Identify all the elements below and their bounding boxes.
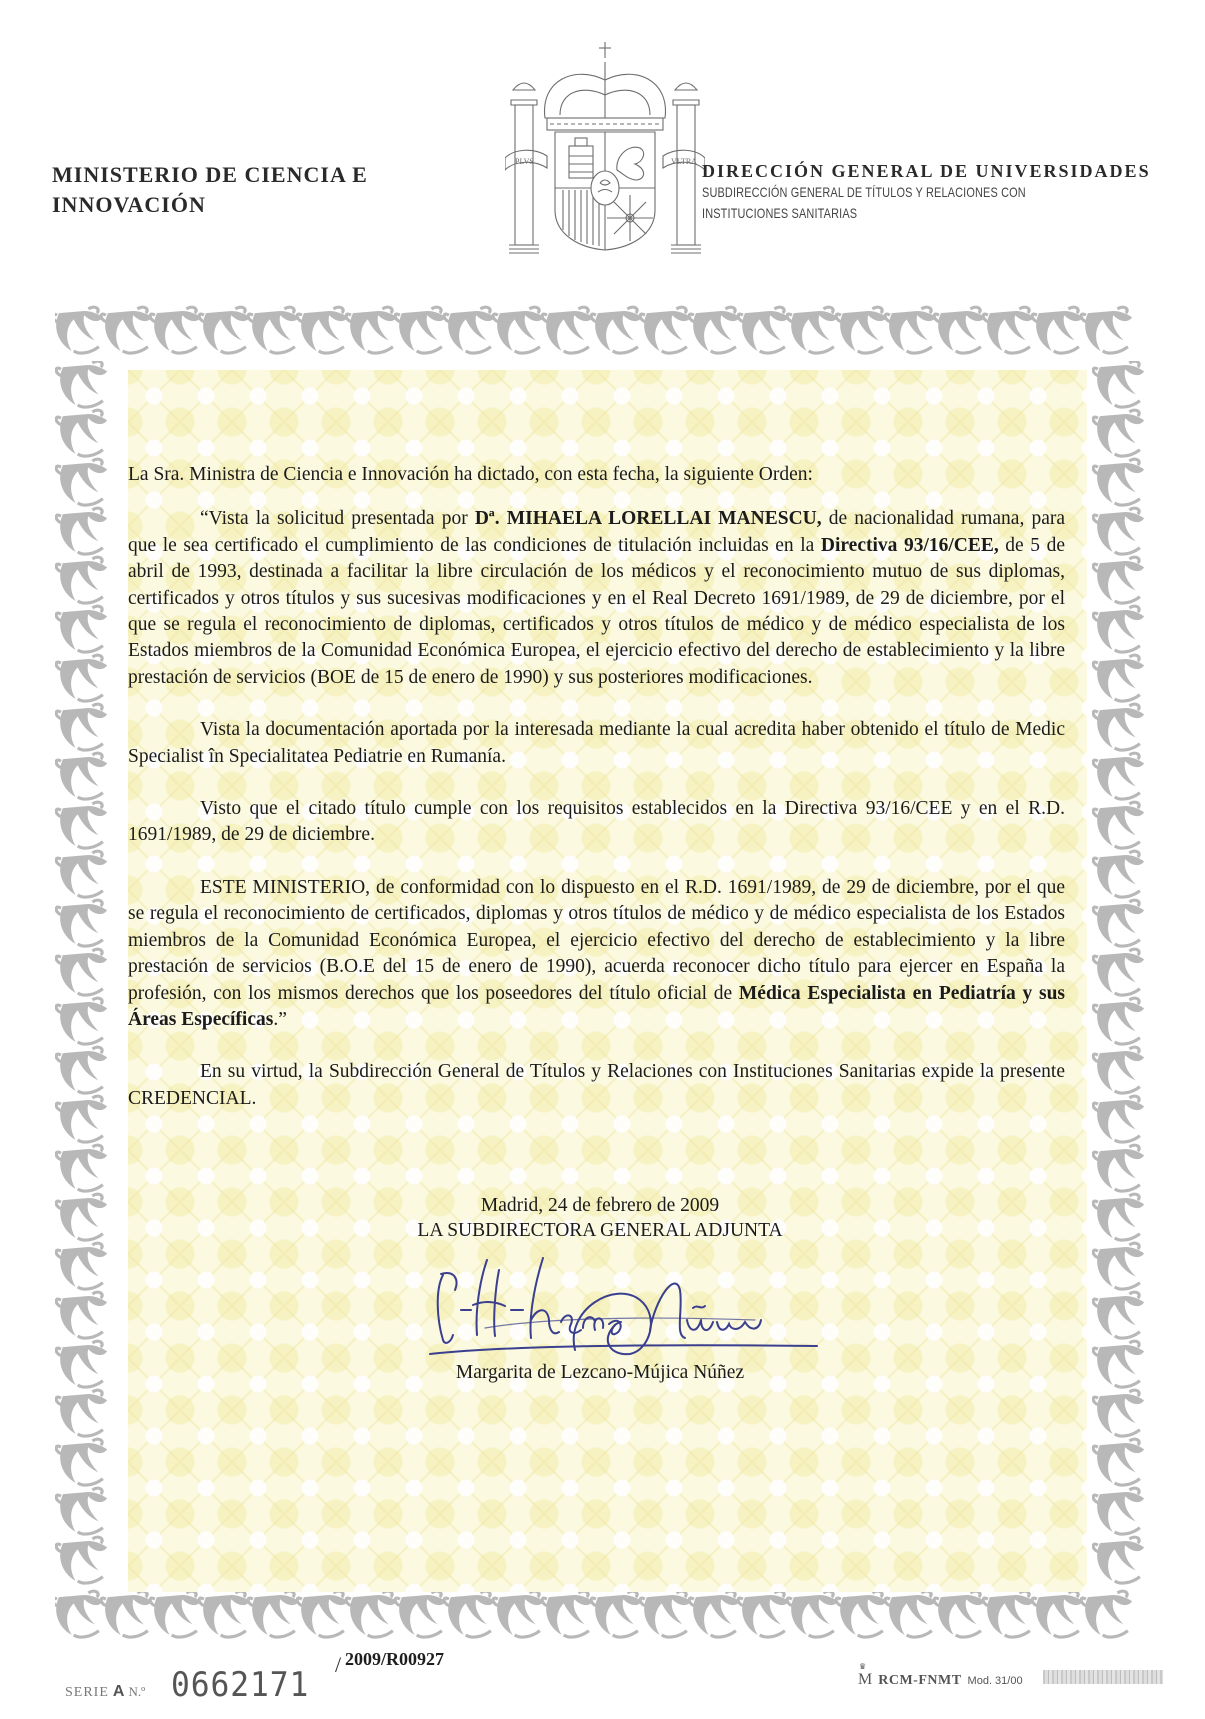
- acanthus-leaf-icon: [1093, 1047, 1144, 1093]
- acanthus-leaf-icon: [199, 307, 250, 353]
- acanthus-leaf-icon: [101, 307, 152, 353]
- acanthus-leaf-icon: [346, 307, 397, 353]
- acanthus-leaf-icon: [1093, 1537, 1144, 1583]
- acanthus-leaf-icon: [1093, 655, 1144, 701]
- acanthus-leaf-icon: [1093, 802, 1144, 848]
- acanthus-leaf-icon: [1093, 851, 1144, 897]
- acanthus-leaf-icon: [493, 1591, 544, 1637]
- acanthus-leaf-icon: [56, 557, 107, 603]
- acanthus-leaf-icon: [56, 508, 107, 554]
- acanthus-leaf-icon: [1093, 1390, 1144, 1436]
- acanthus-leaf-icon: [1093, 1292, 1144, 1338]
- serie-label: SERIE: [65, 1685, 109, 1700]
- acanthus-leaf-icon: [56, 1341, 107, 1387]
- acanthus-leaf-icon: [297, 1591, 348, 1637]
- acanthus-leaf-icon: [885, 307, 936, 353]
- text-run: .”: [273, 1008, 287, 1030]
- acanthus-leaf-icon: [983, 307, 1034, 353]
- acanthus-leaf-icon: [738, 1591, 789, 1637]
- acanthus-leaf-icon: [56, 1243, 107, 1289]
- ministry-name-line-2: INNOVACIÓN: [52, 192, 206, 217]
- serial-number: 0662171: [171, 1665, 310, 1705]
- acanthus-leaf-icon: [55, 1591, 103, 1637]
- acanthus-leaf-icon: [199, 1591, 250, 1637]
- text-run: de nacionalidad rumana, para que le sea certificado el cumplimiento de las condiciones de titulación incluidas en la: [128, 508, 1065, 556]
- acanthus-leaf-icon: [395, 1591, 446, 1637]
- number-label: N.º: [128, 1684, 146, 1699]
- text-run: ESTE MINISTERIO, de conformidad con lo dispuesto en el R.D. 1691/1989, de 29 de diciembre, por el que se regula el reconocimiento de certificados, diplomas y otros títulos de médico y de médico especialista de los Estados miembros de la Comunidad Económica Europea, el ejercicio efectivo del derecho de establecimiento y la libre prestación de servicios (B.O.E del 15 de enero de 1990), acuerda reconocer dicho título para ejercer en España la profesión, con los mismos derechos que los poseedores del título oficial de: [128, 876, 1065, 1004]
- acanthus-leaf-icon: [56, 1292, 107, 1338]
- acanthus-leaf-icon: [1032, 1591, 1083, 1637]
- acanthus-leaf-icon: [56, 900, 107, 946]
- acanthus-leaf-icon: [56, 1439, 107, 1485]
- acanthus-leaf-icon: [591, 307, 642, 353]
- order-intro: La Sra. Ministra de Ciencia e Innovación ha dictado, con esta fecha, la siguiente Orden:: [128, 464, 813, 485]
- place-date: Madrid, 24 de febrero de 2009: [480, 1195, 720, 1216]
- border-ornament-right: [1092, 361, 1150, 1587]
- paragraph-application: [128, 506, 1065, 691]
- acanthus-leaf-icon: [1093, 900, 1144, 946]
- acanthus-leaf-icon: [1093, 1194, 1144, 1240]
- file-number-slash: /: [335, 1652, 342, 1677]
- acanthus-leaf-icon: [248, 307, 299, 353]
- acanthus-leaf-icon: [1093, 704, 1144, 750]
- issuer-name: RCM-FNMT: [878, 1673, 962, 1688]
- ministry-name: [52, 160, 368, 220]
- paragraph-issuance: En su virtud, la Subdirección General de Títulos y Relaciones con Instituciones Sanitarias expide la presente CREDENCIAL.: [128, 1061, 1065, 1109]
- acanthus-leaf-icon: [934, 1591, 985, 1637]
- paragraph-resolution: [128, 875, 1065, 1033]
- acanthus-leaf-icon: [787, 307, 838, 353]
- acanthus-leaf-icon: [1081, 307, 1132, 353]
- acanthus-leaf-icon: [689, 307, 740, 353]
- acanthus-leaf-icon: [56, 655, 107, 701]
- recognized-title: Médica Especialista en Pediatría y sus Áreas Específicas: [128, 982, 1066, 1030]
- motto-ultra: VLTRA: [671, 157, 697, 166]
- acanthus-leaf-icon: [836, 1591, 887, 1637]
- file-number: 2009/R00927: [345, 1649, 444, 1669]
- acanthus-leaf-icon: [1093, 1341, 1144, 1387]
- acanthus-leaf-icon: [56, 410, 107, 456]
- acanthus-leaf-icon: [1093, 1145, 1144, 1191]
- acanthus-leaf-icon: [55, 307, 103, 353]
- signature-block: [330, 1193, 870, 1243]
- acanthus-leaf-icon: [983, 1591, 1034, 1637]
- acanthus-leaf-icon: [591, 1591, 642, 1637]
- paragraph-documentation: Vista la documentación aportada por la interesada mediante la cual acredita haber obtenido el título de Medic Specialist în Specialitatea Pediatrie en Rumanía.: [128, 719, 1065, 767]
- acanthus-leaf-icon: [640, 1591, 691, 1637]
- acanthus-leaf-icon: [395, 307, 446, 353]
- order-text: [128, 462, 1065, 1138]
- issuer-block: [858, 1670, 1163, 1689]
- acanthus-leaf-icon: [1093, 1439, 1144, 1485]
- acanthus-leaf-icon: [542, 307, 593, 353]
- acanthus-leaf-icon: [56, 1537, 107, 1583]
- acanthus-leaf-icon: [1093, 753, 1144, 799]
- acanthus-leaf-icon: [1093, 410, 1144, 456]
- acanthus-leaf-icon: [444, 1591, 495, 1637]
- acanthus-leaf-icon: [56, 851, 107, 897]
- acanthus-leaf-icon: [1093, 508, 1144, 554]
- border-ornament-bottom: [55, 1587, 1150, 1645]
- acanthus-leaf-icon: [56, 1194, 107, 1240]
- acanthus-leaf-icon: [1093, 557, 1144, 603]
- acanthus-leaf-icon: [150, 307, 201, 353]
- acanthus-leaf-icon: [56, 704, 107, 750]
- acanthus-leaf-icon: [56, 606, 107, 652]
- coat-of-arms-icon: [505, 40, 705, 255]
- acanthus-leaf-icon: [56, 1047, 107, 1093]
- fnmt-crown-m-icon: ♛ M: [858, 1671, 872, 1689]
- acanthus-leaf-icon: [1093, 1243, 1144, 1289]
- acanthus-leaf-icon: [56, 361, 107, 407]
- motto-plus: PLVS: [515, 157, 534, 166]
- acanthus-leaf-icon: [1093, 606, 1144, 652]
- directive-reference: Directiva 93/16/CEE,: [820, 534, 999, 556]
- directorate-heading: [702, 160, 1151, 224]
- acanthus-leaf-icon: [56, 753, 107, 799]
- signer-name: Margarita de Lezcano-Mújica Núñez: [455, 1362, 745, 1383]
- acanthus-leaf-icon: [493, 307, 544, 353]
- acanthus-leaf-icon: [346, 1591, 397, 1637]
- acanthus-leaf-icon: [738, 307, 789, 353]
- acanthus-leaf-icon: [1093, 1096, 1144, 1142]
- acanthus-leaf-icon: [297, 307, 348, 353]
- acanthus-leaf-icon: [885, 1591, 936, 1637]
- acanthus-leaf-icon: [689, 1591, 740, 1637]
- subdirectorate-line-2: INSTITUCIONES SANITARIAS: [702, 205, 858, 221]
- acanthus-leaf-icon: [640, 307, 691, 353]
- acanthus-leaf-icon: [444, 307, 495, 353]
- border-ornament-top: [55, 303, 1150, 361]
- signer-role: LA SUBDIRECTORA GENERAL ADJUNTA: [417, 1220, 783, 1241]
- acanthus-leaf-icon: [56, 1096, 107, 1142]
- acanthus-leaf-icon: [56, 1390, 107, 1436]
- acanthus-leaf-icon: [542, 1591, 593, 1637]
- paragraph-requirements: Visto que el citado título cumple con los requisitos establecidos en la Directiva 93/16/CEE y en el R.D. 1691/1989, de 29 de diciembre.: [128, 798, 1065, 846]
- acanthus-leaf-icon: [56, 1145, 107, 1191]
- acanthus-leaf-icon: [1032, 307, 1083, 353]
- acanthus-leaf-icon: [934, 307, 985, 353]
- barcode-strip: [1043, 1670, 1163, 1684]
- directorate-name: DIRECCIÓN GENERAL DE UNIVERSIDADES: [702, 161, 1151, 181]
- applicant-name: Dª. MIHAELA LORELLAI MANESCU,: [474, 508, 822, 530]
- acanthus-leaf-icon: [1093, 459, 1144, 505]
- acanthus-leaf-icon: [56, 949, 107, 995]
- acanthus-leaf-icon: [56, 802, 107, 848]
- text-run: de 5 de abril de 1993, destinada a facilitar la libre circulación de los médicos y el reconocimiento mutuo de sus diplomas, certificados y otros títulos y sus sucesivas modificaciones y en el Real Decreto 1691/1989, de 29 de diciembre, por el que se regula el reconocimiento de diplomas, certificados y otros títulos de médico y de médico especialista de los Estados miembros de la Comunidad Económica Europea, el ejercicio efectivo del derecho de establecimiento y la libre prestación de servicios (BOE de 15 de enero de 1990) y sus posteriores modificaciones.: [128, 534, 1065, 688]
- text-run: “Vista la solicitud presentada por: [200, 508, 475, 530]
- acanthus-leaf-icon: [248, 1591, 299, 1637]
- acanthus-leaf-icon: [56, 998, 107, 1044]
- acanthus-leaf-icon: [1081, 1591, 1132, 1637]
- acanthus-leaf-icon: [150, 1591, 201, 1637]
- subdirectorate-line-1: SUBDIRECCIÓN GENERAL DE TÍTULOS Y RELACIONES CON: [702, 184, 1026, 200]
- acanthus-leaf-icon: [836, 307, 887, 353]
- acanthus-leaf-icon: [56, 1488, 107, 1534]
- acanthus-leaf-icon: [1093, 361, 1144, 407]
- serial-block: [65, 1665, 315, 1705]
- border-ornament-left: [55, 361, 113, 1587]
- acanthus-leaf-icon: [101, 1591, 152, 1637]
- acanthus-leaf-icon: [56, 459, 107, 505]
- model-number: Mod. 31/00: [967, 1675, 1023, 1687]
- acanthus-leaf-icon: [1093, 1488, 1144, 1534]
- acanthus-leaf-icon: [787, 1591, 838, 1637]
- ministry-name-line-1: MINISTERIO DE CIENCIA E: [52, 162, 368, 187]
- handwritten-signature-icon: [425, 1250, 820, 1360]
- acanthus-leaf-icon: [1093, 998, 1144, 1044]
- acanthus-leaf-icon: [1093, 949, 1144, 995]
- serie-letter: A: [112, 1683, 125, 1700]
